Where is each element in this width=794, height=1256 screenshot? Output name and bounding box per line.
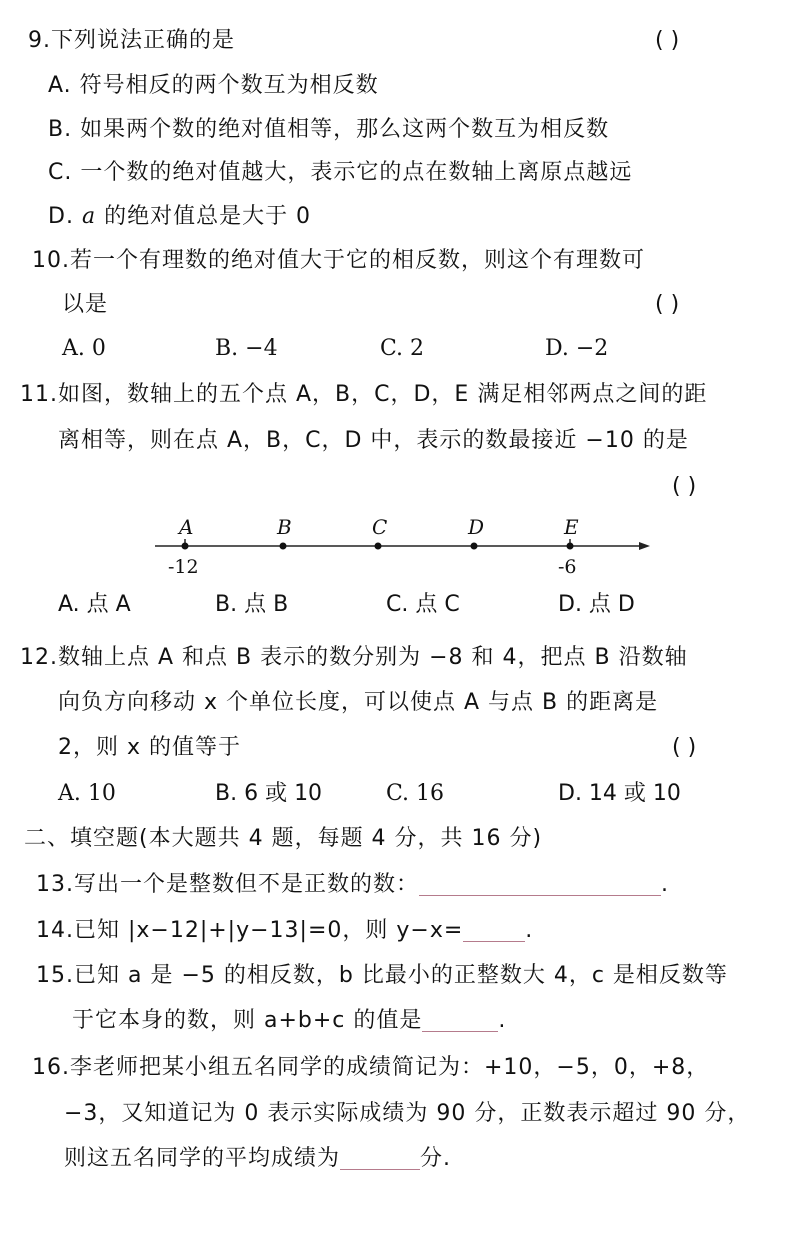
q9-option-d-text: 的绝对值总是大于 0 <box>104 204 312 229</box>
q14-text: 14.已知 |x−12|+|y−13|=0，则 y−x= <box>36 918 464 943</box>
q16-answer-blank[interactable] <box>340 1149 420 1170</box>
q12-answer-bracket[interactable]: ( ) <box>672 735 697 760</box>
q14-answer-blank[interactable] <box>463 921 525 942</box>
q9-option-b: B. 如果两个数的绝对值相等，那么这两个数互为相反数 <box>48 117 610 142</box>
q12-line2: 向负方向移动 x 个单位长度，可以使点 A 与点 B 的距离是 <box>58 690 659 715</box>
number-line-label-b: B <box>277 515 292 539</box>
q15-line1: 15.已知 a 是 −5 的相反数，b 比最小的正整数大 4，c 是相反数等 <box>36 963 728 988</box>
number-line-label-c: C <box>372 515 388 539</box>
q10-line1: 10.若一个有理数的绝对值大于它的相反数，则这个有理数可 <box>32 248 645 273</box>
q9-option-d-letter: D. <box>48 204 74 229</box>
q11-number-line <box>0 505 794 585</box>
q13 <box>36 874 669 896</box>
q11-option-b: B. 点 B <box>215 592 289 617</box>
q9-answer-bracket[interactable]: ( ) <box>655 28 680 53</box>
number-line-label-d: D <box>468 515 485 539</box>
q10-option-b: B. −4 <box>215 336 278 361</box>
q9-option-a: A. 符号相反的两个数互为相反数 <box>48 73 379 98</box>
q12-option-c: C. 16 <box>386 781 445 806</box>
q14 <box>36 920 533 942</box>
q10-line2: 以是 <box>62 292 109 317</box>
q10-option-a: A. 0 <box>62 336 106 361</box>
section-2-heading: 二、填空题(本大题共 4 题，每题 4 分，共 16 分) <box>24 826 543 851</box>
q10-option-d: D. −2 <box>545 336 609 361</box>
q15-period: . <box>498 1008 507 1033</box>
q11-option-a: A. 点 A <box>58 592 131 617</box>
q12-option-b: B. 6 或 10 <box>215 781 323 806</box>
q9-option-d-var: a <box>81 204 97 229</box>
number-line-value-0: -12 <box>168 556 199 578</box>
q15-answer-blank[interactable] <box>422 1011 498 1032</box>
q12-option-a: A. 10 <box>58 781 116 806</box>
number-line-value-1: -6 <box>558 556 577 578</box>
q11-option-c: C. 点 C <box>386 592 460 617</box>
q12-line1: 12.数轴上点 A 和点 B 表示的数分别为 −8 和 4，把点 B 沿数轴 <box>20 645 688 670</box>
q16-line3: 则这五名同学的平均成绩为 <box>64 1146 341 1171</box>
q13-answer-blank[interactable] <box>419 875 661 896</box>
q9-stem: 9.下列说法正确的是 <box>28 28 235 53</box>
q16-line1: 16.李老师把某小组五名同学的成绩简记为：+10，−5，0，+8， <box>32 1055 710 1080</box>
number-line-label-e: E <box>564 515 579 539</box>
q10-option-c: C. 2 <box>380 336 425 361</box>
q16-line3-wrap <box>64 1148 451 1170</box>
q9-option-c: C. 一个数的绝对值越大，表示它的点在数轴上离原点越远 <box>48 160 633 185</box>
number-line-label-a: A <box>179 515 194 539</box>
q11-line1: 11.如图，数轴上的五个点 A，B，C，D，E 满足相邻两点之间的距 <box>20 382 708 407</box>
q15-line2-wrap <box>72 1010 506 1032</box>
q14-period: . <box>525 918 534 943</box>
number-line-point-a <box>182 543 189 550</box>
number-line-point-e <box>567 543 574 550</box>
number-line-point-d <box>471 543 478 550</box>
q12-line3: 2，则 x 的值等于 <box>58 735 242 760</box>
number-line-point-b <box>280 543 287 550</box>
number-line-point-c <box>375 543 382 550</box>
q12-option-d: D. 14 或 10 <box>558 781 681 806</box>
q16-unit: 分. <box>420 1146 452 1171</box>
number-line-arrow-icon <box>639 542 650 550</box>
q10-answer-bracket[interactable]: ( ) <box>655 292 680 317</box>
q11-answer-bracket[interactable]: ( ) <box>672 474 697 499</box>
q13-text: 13.写出一个是整数但不是正数的数： <box>36 872 419 897</box>
q9-option-d <box>48 206 311 228</box>
q15-line2: 于它本身的数，则 a+b+c 的值是 <box>72 1008 423 1033</box>
q16-line2: −3，又知道记为 0 表示实际成绩为 90 分，正数表示超过 90 分， <box>64 1101 751 1126</box>
q13-period: . <box>661 872 669 897</box>
q11-option-d: D. 点 D <box>558 592 635 617</box>
q11-line2: 离相等，则在点 A，B，C，D 中，表示的数最接近 −10 的是 <box>58 428 689 453</box>
